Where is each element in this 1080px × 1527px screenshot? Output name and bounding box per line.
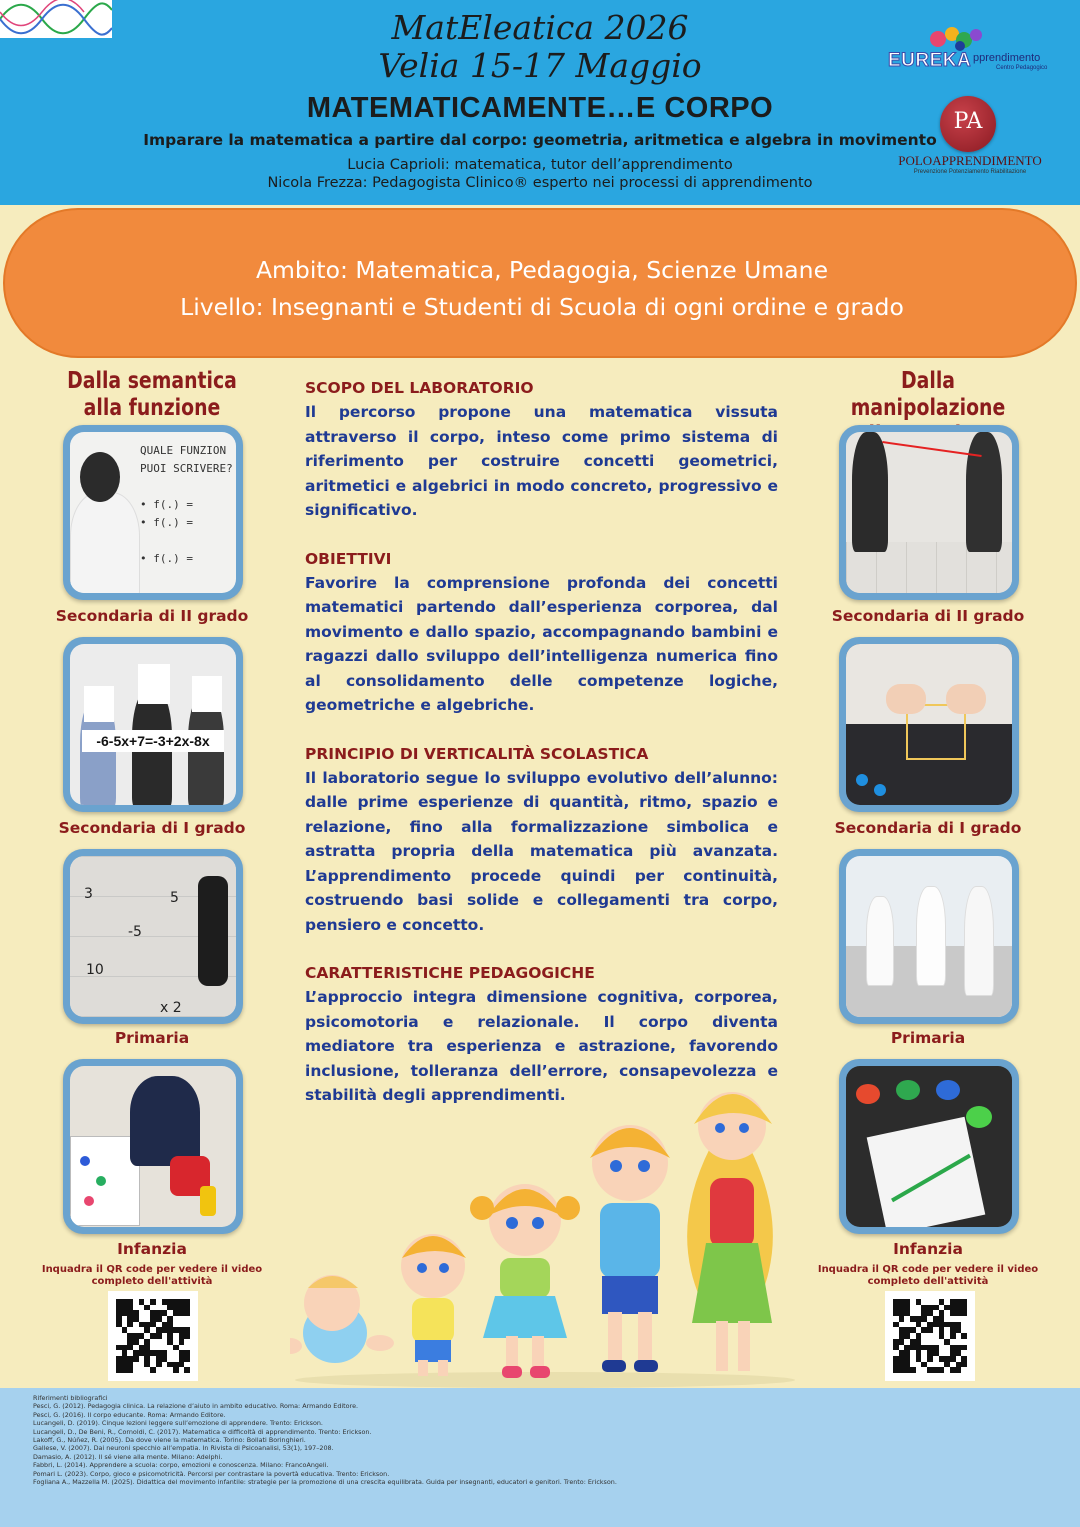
clay-ball xyxy=(874,784,886,796)
reference-item: Pesci, G. (2016). Il corpo educante. Roma: Armando Editore. xyxy=(33,1410,226,1419)
baby-figure xyxy=(290,1275,394,1363)
right-title-line-1: Dalla manipolazione xyxy=(850,368,1006,421)
polo-apprendimento-subtext: Prevenzione Potenziamento Riabilitazione xyxy=(913,169,1027,175)
section-body-scopo: Il percorso propone una matematica vissuta attraverso il corpo, inteso come primo sistema di riferimento per costruire concetti geometrici, aritmetici e algebrici in modo concreto, progressivo e significativo. xyxy=(305,403,778,519)
author-2: Nicola Frezza: Pedagogista Clinico® esperto nei processi di apprendimento xyxy=(267,175,813,191)
wax-seal-logo xyxy=(940,96,996,152)
section-heading-scopo: SCOPO DEL LABORATORIO xyxy=(305,379,534,397)
child-figure xyxy=(964,886,994,996)
woman-figure xyxy=(687,1092,773,1371)
growing-children-illustration xyxy=(290,1078,800,1390)
reference-item: Fogliana A., Mazzella M. (2025). Didattica del movimento infantile: strategie per la promozione di una crescita equilibrata. Guida per insegnanti, educatori e genitori. Trento: Erickson. xyxy=(33,1478,617,1487)
student-legs xyxy=(966,432,1002,552)
section-body-obiettivi: Favorire la comprensione profonda dei concetti matematici partendo dall’esperienza corporea, dal movimento e dallo spazio, accompagnando bambini e ragazzi dallo sviluppo dell’intelligenza numerica fino al consolidamento delle competenze logiche, geometriche e algebriche. xyxy=(305,573,778,714)
eureka-text: EUREKA xyxy=(888,50,972,71)
left-caption-3: Primaria xyxy=(114,1029,190,1047)
reference-item: Lakoff, G., Núñez, R. (2005). Da dove viene la matematica. Torino: Bollati Boringhieri. xyxy=(33,1436,306,1445)
reference-item: Pesci, G. (2012). Pedagogia clinica. La relazione d’aiuto in ambito educativo. Roma: Armando Editore. xyxy=(33,1402,359,1411)
main-text-column xyxy=(305,376,778,1132)
eureka-logo xyxy=(888,40,1060,80)
student-legs xyxy=(852,432,888,552)
reference-item: Lucangeli, D., De Beni, R., Cornoldi, C. (2017). Matematica e difficoltà di apprendimento. Trento: Erickson. xyxy=(33,1427,372,1436)
child-legs xyxy=(198,876,228,986)
left-qr-note: Inquadra il QR code per vedere il video completo dell'attività xyxy=(41,1264,263,1287)
ball xyxy=(80,1156,90,1166)
right-qr-note: Inquadra il QR code per vedere il video completo dell'attività xyxy=(817,1264,1039,1287)
reference-item: Lucangeli, D. (2019). Cinque lezioni leggere sull’emozione di apprendere. Trento: Erickson. xyxy=(33,1419,323,1428)
left-caption-1: Secondaria di II grado xyxy=(55,607,249,625)
left-caption-4: Infanzia xyxy=(117,1240,187,1258)
section-heading-obiettivi: OBIETTIVI xyxy=(305,549,392,568)
reference-item: Fabbri, L. (2014). Apprendere a scuola: corpo, emozioni e conoscenza. Milano: FrancoAngeli. xyxy=(33,1461,329,1470)
banner-ambito: Ambito: Matematica, Pedagogia, Scienze Umane xyxy=(255,256,829,284)
child-figure xyxy=(866,896,894,986)
red-string xyxy=(882,441,981,457)
event-dates: Velia 15-17 Maggio xyxy=(378,46,702,85)
clay-pot xyxy=(896,1080,920,1100)
clay-ball xyxy=(856,774,868,786)
whiteboard-text: QUALE FUNZION PUOI SCRIVERE? • f(.) = • f(.) = • f(.) = xyxy=(140,444,233,565)
equation-label: -6-5x+7=-3+2x-8x xyxy=(82,730,224,752)
right-qr-code[interactable] xyxy=(885,1291,975,1381)
right-caption-2: Secondaria di I grado xyxy=(834,819,1022,837)
reference-item: Pomari L. (2023). Corpo, gioco e psicomotricità. Percorsi per contrastare la povertà educativa. Trento: Erickson. xyxy=(33,1469,390,1478)
paper-sheet xyxy=(192,676,222,712)
photo-left-secondaria-i xyxy=(63,637,243,812)
paper-sheet xyxy=(84,686,114,722)
left-caption-2: Secondaria di I grado xyxy=(58,819,246,837)
qr-pattern xyxy=(116,1299,190,1373)
reference-item: Damasio, A. (2012). Il sé viene alla mente. Milano: Adelphi. xyxy=(33,1452,223,1461)
section-body-caratteristiche: L’approccio integra dimensione cognitiva, corporea, psicomotoria e relazionale. Il corpo diventa mediatore tra esperienza e astrazione, favorendo inclusione, tolleranza dell’errore, consapevolezza e stabilità degli apprendimenti. xyxy=(305,988,778,1104)
section-heading-caratteristiche: CARATTERISTICHE PEDAGOGICHE xyxy=(305,964,595,982)
child-figure xyxy=(130,1076,200,1166)
clay-pot xyxy=(936,1080,960,1100)
left-column-title xyxy=(54,368,251,422)
yellow-handle xyxy=(200,1186,216,1216)
right-caption-1: Secondaria di II grado xyxy=(831,607,1025,625)
clay-pot xyxy=(966,1106,992,1128)
floor-number: 5 xyxy=(170,890,179,906)
photo-left-primaria xyxy=(63,849,243,1024)
photo-right-infanzia xyxy=(839,1059,1019,1234)
photo-right-primaria xyxy=(839,849,1019,1024)
floor-number: x 2 xyxy=(160,1000,182,1016)
photo-left-infanzia xyxy=(63,1059,243,1234)
ball xyxy=(96,1176,106,1186)
references-heading: Riferimenti bibliografici xyxy=(33,1394,108,1402)
section-body-verticalita: Il laboratorio segue lo sviluppo evolutivo dell’alunno: dalle prime esperienze di quantità, ritmo, spazio e relazione, fino alla formalizzazione simbolica e astratta propria della matematica più avanzata. L’apprendimento procede quindi per continuità, costruendo basi solide e collegamenti tra corpo, pensiero e concetto. xyxy=(305,768,778,934)
floor-number: 3 xyxy=(84,886,93,902)
references-list xyxy=(33,1394,1053,1486)
poster-subtitle: Imparare la matematica a partire dal corpo: geometria, aritmetica e algebra in movimento xyxy=(143,131,937,149)
left-title-line-2: alla funzione xyxy=(83,395,221,421)
photo-right-secondaria-i xyxy=(839,637,1019,812)
right-caption-4: Infanzia xyxy=(893,1240,963,1258)
references-footer xyxy=(0,1388,1080,1527)
banner-livello: Livello: Insegnanti e Studenti di Scuola di ogni ordine e grado xyxy=(180,293,904,321)
girl-figure xyxy=(470,1184,580,1378)
qr-pattern xyxy=(893,1299,967,1373)
section-heading-verticalita: PRINCIPIO DI VERTICALITÀ SCOLASTICA xyxy=(305,744,649,763)
boy-figure xyxy=(590,1125,670,1372)
clay-pot xyxy=(856,1084,880,1104)
hand xyxy=(886,684,926,714)
student-figure xyxy=(70,492,140,593)
poster-title: MATEMATICAMENTE…E CORPO xyxy=(306,92,774,124)
floor-number: -5 xyxy=(128,924,142,940)
white-paper xyxy=(867,1117,986,1227)
poster-header xyxy=(0,0,1080,205)
event-title: MatEleatica 2026 xyxy=(391,8,689,47)
polo-apprendimento-text: POLOAPPRENDIMENTO xyxy=(898,153,1042,168)
floor-number: 10 xyxy=(86,962,104,978)
author-1: Lucia Caprioli: matematica, tutor dell’apprendimento xyxy=(347,157,733,173)
right-caption-3: Primaria xyxy=(890,1029,966,1047)
hand xyxy=(946,684,986,714)
eureka-subtext-2: Centro Pedagogico xyxy=(996,65,1048,71)
left-title-line-1: Dalla semantica xyxy=(67,368,237,394)
eureka-subtext: pprendimento xyxy=(973,52,1041,64)
scope-banner xyxy=(3,208,1077,358)
toddler-figure xyxy=(401,1234,466,1376)
ball xyxy=(84,1196,94,1206)
left-qr-code[interactable] xyxy=(108,1291,198,1381)
seal-text: PA xyxy=(953,109,983,134)
paper-sheet xyxy=(138,664,170,704)
reference-item: Gallese, V. (2007). Dai neuroni specchio all’empatia. In Rivista di Psicoanalisi, 53(1), 197–208. xyxy=(33,1444,334,1453)
photo-left-secondaria-ii xyxy=(63,425,243,600)
photo-right-secondaria-ii xyxy=(839,425,1019,600)
child-figure xyxy=(916,886,946,986)
student-head xyxy=(80,452,120,502)
